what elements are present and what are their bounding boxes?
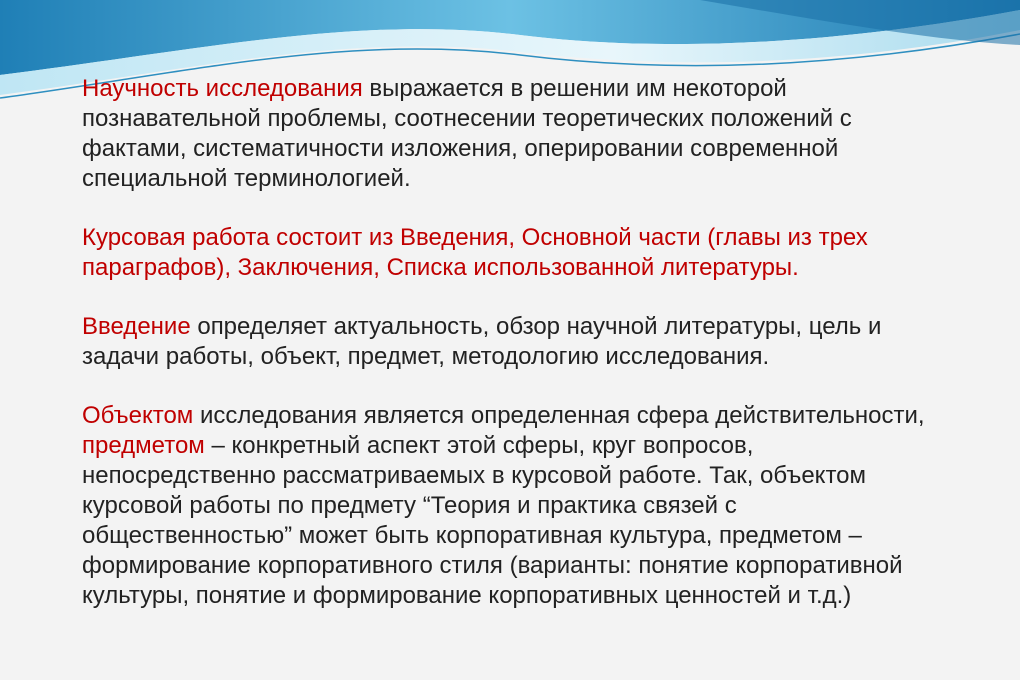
slide-body bbox=[82, 74, 942, 640]
paragraph-scientific-text: выражается в решении им некоторой познавательной проблемы, соотнесении теоретических положений с фактами, систематичности изложения, оперировании современной специальной терминологией. bbox=[82, 75, 852, 192]
term-scientific: Научность исследования bbox=[82, 75, 363, 102]
term-introduction: Введение bbox=[82, 313, 191, 340]
paragraph-scientific bbox=[82, 74, 942, 194]
paragraph-object-text-1: исследования является определенная сфера действительности, bbox=[193, 402, 925, 429]
paragraph-object bbox=[82, 401, 942, 611]
paragraph-structure: Курсовая работа состоит из Введения, Основной части (главы из трех параграфов), Заключения, Списка использованной литературы. bbox=[82, 224, 868, 281]
paragraph-introduction bbox=[82, 312, 942, 372]
paragraph-object-text-2: – конкретный аспект этой сферы, круг вопросов, непосредственно рассматриваемых в курсовой работе. Так, объектом курсовой работы по предмету “Теория и практика связей с общественностью” может быть корпоративная культура, предметом – формирование корпоративного стиля (варианты: понятие корпоративной культуры, понятие и формирование корпоративных ценностей и т.д.) bbox=[82, 432, 903, 609]
paragraph-introduction-text: определяет актуальность, обзор научной литературы, цель и задачи работы, объект, предмет, методологию исследования. bbox=[82, 313, 882, 370]
term-subject: предметом bbox=[82, 432, 205, 459]
term-object: Объектом bbox=[82, 402, 194, 429]
